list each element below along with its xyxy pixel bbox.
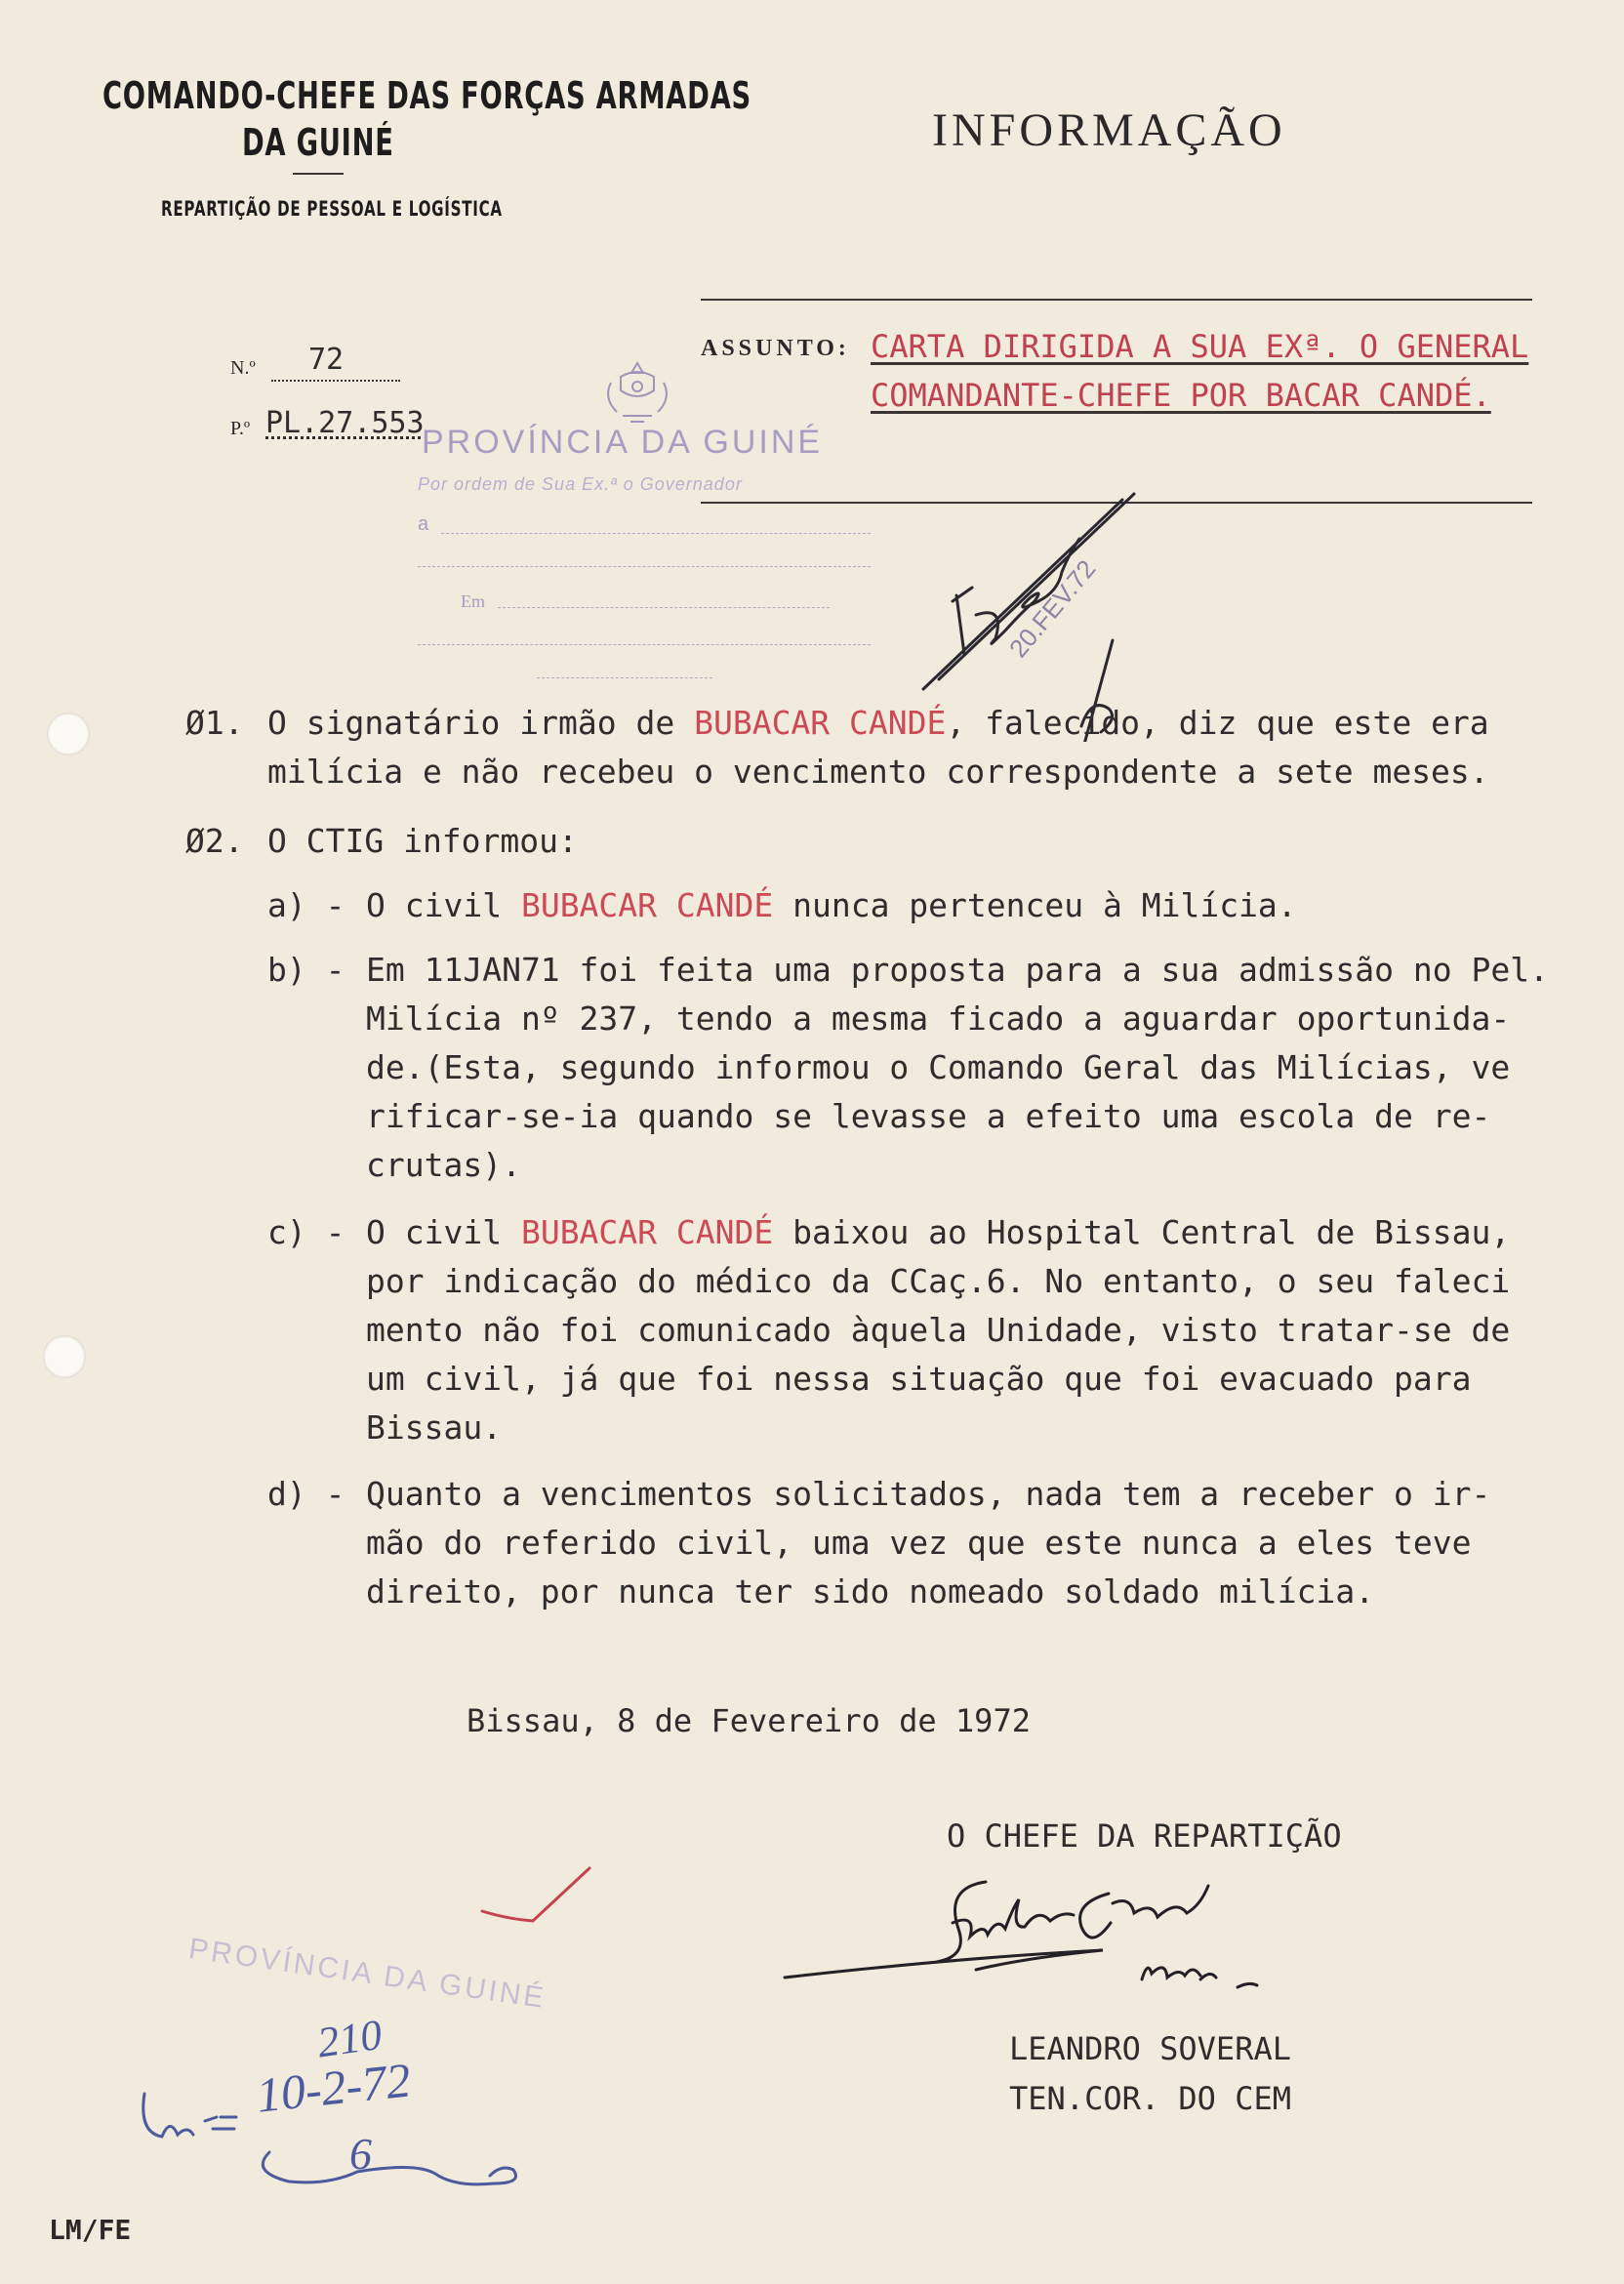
paragraph-2-intro: O CTIG informou: — [267, 822, 578, 860]
stamp-province-title: PROVÍNCIA DA GUINÉ — [422, 424, 824, 461]
coat-of-arms-emblem — [593, 357, 681, 428]
org-name-line2: DA GUINÉ — [242, 121, 394, 164]
stamp-line-1 — [441, 533, 871, 534]
person-name: BUBACAR CANDÉ — [520, 886, 774, 924]
stamp-line-4 — [418, 644, 871, 645]
header-divider — [293, 173, 344, 175]
item-c-line-5: Bissau. — [366, 1408, 503, 1447]
item-a-label: a) - — [267, 886, 345, 924]
stamp-to-label: a — [418, 513, 429, 535]
item-c-line-4: um civil, já que foi nessa situação que foi evacuado para — [366, 1360, 1472, 1398]
stamp-line-2 — [418, 566, 871, 567]
received-date-stamp: 20.FEV.72 — [1003, 553, 1102, 664]
annotation-date: 10-2-72 — [254, 2052, 414, 2123]
department-name: REPARTIÇÃO DE PESSOAL E LOGÍSTICA — [161, 197, 503, 221]
process-label: P.º — [230, 418, 251, 439]
subject-line2: COMANDANTE-CHEFE POR BACAR CANDÉ. — [871, 377, 1491, 414]
annotation-note: 6 — [349, 2129, 372, 2179]
red-check-mark — [478, 1860, 595, 1929]
item-d-line-2: mão do referido civil, uma vez que este nunca a eles teve — [366, 1524, 1472, 1562]
number-label: N.º — [230, 357, 256, 379]
item-b-label: b) - — [267, 951, 345, 989]
punch-hole-bottom — [43, 1335, 86, 1378]
person-name: BUBACAR CANDÉ — [520, 1213, 774, 1251]
subject-line1: CARTA DIRIGIDA A SUA EXª. O GENERAL — [871, 328, 1529, 365]
signatory-name: LEANDRO SOVERAL — [1009, 2030, 1291, 2067]
item-b-line-3: de.(Esta, segundo informou o Comando Geral das Milícias, ve — [366, 1048, 1511, 1086]
item-c-label: c) - — [267, 1213, 345, 1251]
process-value: PL.27.553 — [265, 406, 425, 440]
item-b-line-5: crutas). — [366, 1146, 521, 1184]
item-b-line-4: rificar-se-ia quando se levasse a efeito uma escola de re- — [366, 1097, 1491, 1135]
item-b-line-2: Milícia nº 237, tendo a mesma ficado a aguardar oportunida- — [366, 999, 1511, 1038]
number-line — [271, 380, 400, 382]
punch-hole-top — [47, 713, 90, 755]
item-b-line-1: Em 11JAN71 foi feita uma proposta para a sua admissão no Pel. — [366, 951, 1549, 989]
item-d-line-1: Quanto a vencimentos solicitados, nada tem a receber o ir- — [366, 1475, 1491, 1513]
org-name-line1: COMANDO-CHEFE DAS FORÇAS ARMADAS — [102, 74, 751, 117]
person-name: BUBACAR CANDÉ — [694, 704, 947, 742]
paragraph-2-number: Ø2. — [185, 822, 244, 860]
annotation-number: 210 — [314, 2010, 386, 2067]
subject-label: ASSUNTO: — [701, 336, 850, 361]
subject-top-rule — [701, 299, 1532, 301]
item-c-line-2: por indicação do médico da CCaç.6. No entanto, o seu faleci — [366, 1262, 1511, 1300]
stamp-line-5 — [537, 677, 712, 678]
number-value: 72 — [308, 343, 345, 377]
handwritten-signature — [781, 1864, 1376, 2011]
document-title: INFORMAÇÃO — [932, 104, 1286, 156]
stamp-subtitle: Por ordem de Sua Ex.ª o Governador — [418, 474, 743, 494]
item-d-label: d) - — [267, 1475, 345, 1513]
paragraph-1-line-2: milícia e não recebeu o vencimento correspondente a sete meses. — [267, 753, 1489, 791]
item-a-text: O civil BUBACAR CANDÉ nunca pertenceu à Milícia. — [366, 886, 1297, 924]
signatory-rank: TEN.COR. DO CEM — [1009, 2080, 1291, 2117]
typist-initials: LM/FE — [49, 2214, 132, 2246]
paragraph-1-number: Ø1. — [185, 704, 244, 742]
paragraph-1-line-1: O signatário irmão de BUBACAR CANDÉ, falecido, diz que este era — [267, 704, 1489, 742]
stamp-line-3 — [498, 607, 830, 608]
signatory-role: O CHEFE DA REPARTIÇÃO — [947, 1817, 1342, 1855]
place-and-date: Bissau, 8 de Fevereiro de 1972 — [467, 1702, 1031, 1739]
stamp-on-label: Em — [461, 591, 485, 611]
stamp-bottom-province: PROVÍNCIA DA GUINÉ — [186, 1933, 548, 2016]
item-d-line-3: direito, por nunca ter sido nomeado soldado milícia. — [366, 1572, 1375, 1611]
item-c-line-3: mento não foi comunicado àquela Unidade, visto tratar-se de — [366, 1311, 1511, 1349]
item-c-line-1: O civil BUBACAR CANDÉ baixou ao Hospital Central de Bissau, — [366, 1213, 1511, 1251]
